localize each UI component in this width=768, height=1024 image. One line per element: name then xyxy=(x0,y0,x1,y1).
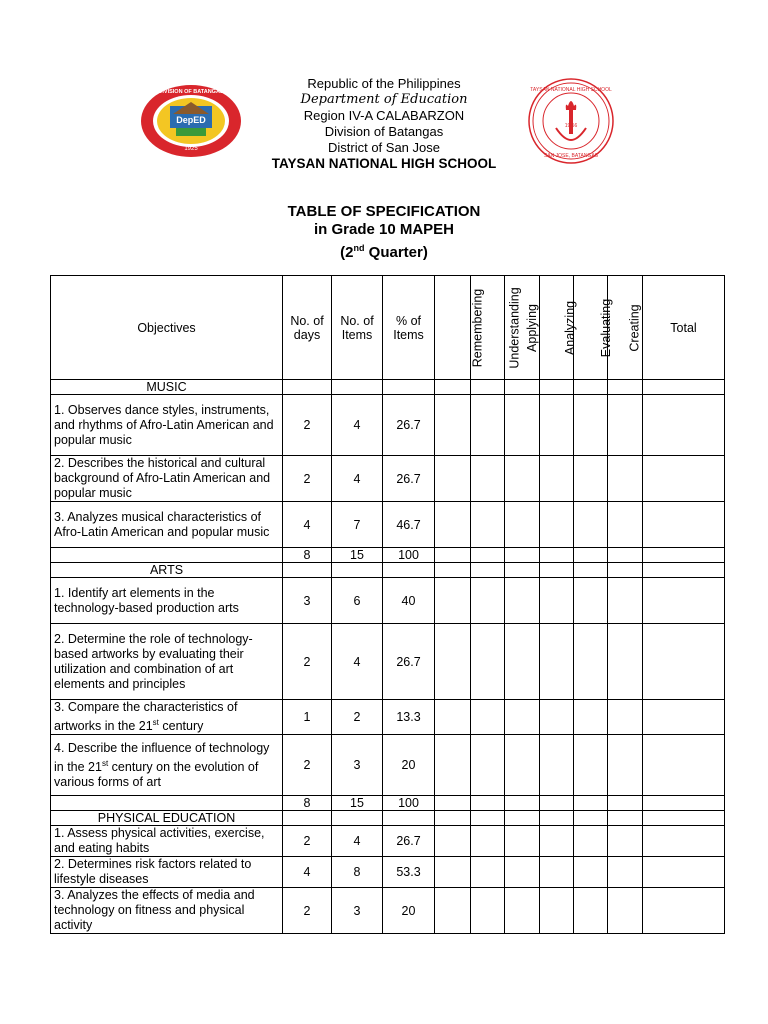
col-understanding: Understanding xyxy=(471,276,505,380)
percent-cell: 20 xyxy=(383,735,435,796)
percent-cell: 26.7 xyxy=(383,826,435,857)
objective-cell: 2. Determine the role of technology-based artworks by evaluating their utilization and combination of art elements and principles xyxy=(51,624,283,700)
title-line-3: (2nd Quarter) xyxy=(340,243,428,261)
percent-cell: 26.7 xyxy=(383,456,435,502)
department-line: Department of Education xyxy=(300,92,468,107)
table-row xyxy=(51,826,725,857)
percent-cell: 13.3 xyxy=(383,700,435,735)
section-heading-music: MUSIC xyxy=(51,380,283,395)
percent-cell: 26.7 xyxy=(383,624,435,700)
items-cell: 7 xyxy=(332,502,383,548)
subtotal-row xyxy=(51,548,725,563)
document-title xyxy=(0,203,768,262)
header-row xyxy=(51,276,725,380)
days-cell: 2 xyxy=(283,826,332,857)
items-cell: 4 xyxy=(332,456,383,502)
school-ring-text: TAYSAN NATIONAL HIGH SCHOOL xyxy=(530,87,612,93)
total-days: 8 xyxy=(283,796,332,811)
objective-cell: 1. Identify art elements in the technology-based production arts xyxy=(51,578,283,624)
days-cell: 2 xyxy=(283,395,332,456)
table-row xyxy=(51,395,725,456)
division-line: Division of Batangas xyxy=(324,124,444,139)
school-name: TAYSAN NATIONAL HIGH SCHOOL xyxy=(271,156,497,171)
days-cell: 3 xyxy=(283,578,332,624)
col-objectives: Objectives xyxy=(51,276,283,380)
table-row xyxy=(51,578,725,624)
table-row xyxy=(51,857,725,888)
days-cell: 2 xyxy=(283,624,332,700)
objective-cell: 1. Observes dance styles, instruments, and rhythms of Afro-Latin American and popular music xyxy=(51,395,283,456)
objective-cell: 3. Analyzes musical characteristics of Afro-Latin American and popular music xyxy=(51,502,283,548)
days-cell: 4 xyxy=(283,502,332,548)
objective-cell: 3. Compare the characteristics of artworks in the 21st century xyxy=(51,700,283,735)
items-cell: 3 xyxy=(332,735,383,796)
items-cell: 4 xyxy=(332,395,383,456)
items-cell: 8 xyxy=(332,857,383,888)
subtotal-row xyxy=(51,796,725,811)
percent-cell: 26.7 xyxy=(383,395,435,456)
division-year: 1925 xyxy=(184,146,198,152)
objective-cell: 1. Assess physical activities, exercise, and eating habits xyxy=(51,826,283,857)
school-ring-bottom: SAN JOSE, BATANGAS xyxy=(544,153,598,159)
days-cell: 4 xyxy=(283,857,332,888)
col-applying: Applying xyxy=(505,276,540,380)
percent-cell: 53.3 xyxy=(383,857,435,888)
region-line: Region IV-A CALABARZON xyxy=(303,108,465,123)
specification-table xyxy=(50,275,725,934)
objective-cell: 2. Determines risk factors related to lifestyle diseases xyxy=(51,857,283,888)
objective-cell: 2. Describes the historical and cultural background of Afro-Latin American and popular music xyxy=(51,456,283,502)
items-cell: 3 xyxy=(332,888,383,934)
col-analyzing: Analyzing xyxy=(540,276,574,380)
section-heading-arts: ARTS xyxy=(51,563,283,578)
table-row xyxy=(51,735,725,796)
percent-cell: 20 xyxy=(383,888,435,934)
total-percent: 100 xyxy=(383,796,435,811)
col-total: Total xyxy=(643,276,725,380)
division-ring-text: DIVISION OF BATANGAS xyxy=(158,89,224,95)
total-percent: 100 xyxy=(383,548,435,563)
table-row xyxy=(51,624,725,700)
table-row xyxy=(51,456,725,502)
section-heading-row xyxy=(51,811,725,826)
section-heading-pe: PHYSICAL EDUCATION xyxy=(51,811,283,826)
total-items: 15 xyxy=(332,548,383,563)
days-cell: 2 xyxy=(283,456,332,502)
table-row xyxy=(51,700,725,735)
table-row xyxy=(51,888,725,934)
objective-cell: 3. Analyzes the effects of media and technology on fitness and physical activity xyxy=(51,888,283,934)
col-creating: Creating xyxy=(608,276,643,380)
percent-cell: 46.7 xyxy=(383,502,435,548)
total-days: 8 xyxy=(283,548,332,563)
col-remembering: Remembering xyxy=(435,276,471,380)
days-cell: 2 xyxy=(283,735,332,796)
days-cell: 1 xyxy=(283,700,332,735)
section-heading-row xyxy=(51,380,725,395)
district-line: District of San Jose xyxy=(328,140,440,155)
letterhead xyxy=(0,76,768,172)
col-evaluating: Evaluating xyxy=(574,276,608,380)
items-cell: 6 xyxy=(332,578,383,624)
table-row xyxy=(51,502,725,548)
items-cell: 2 xyxy=(332,700,383,735)
items-cell: 4 xyxy=(332,624,383,700)
col-items: No. of Items xyxy=(332,276,383,380)
section-heading-row xyxy=(51,563,725,578)
total-items: 15 xyxy=(332,796,383,811)
republic-line: Republic of the Philippines xyxy=(307,76,461,91)
days-cell: 2 xyxy=(283,888,332,934)
percent-cell: 40 xyxy=(383,578,435,624)
title-line-2: in Grade 10 MAPEH xyxy=(313,221,455,238)
school-year: 19 56 xyxy=(564,123,578,129)
col-days: No. of days xyxy=(283,276,332,380)
col-percent: % of Items xyxy=(383,276,435,380)
deped-mark: DepED xyxy=(176,115,206,125)
items-cell: 4 xyxy=(332,826,383,857)
objective-cell: 4. Describe the influence of technology in the 21st century on the evolution of various forms of art xyxy=(51,735,283,796)
title-line-1: TABLE OF SPECIFICATION xyxy=(287,203,481,220)
